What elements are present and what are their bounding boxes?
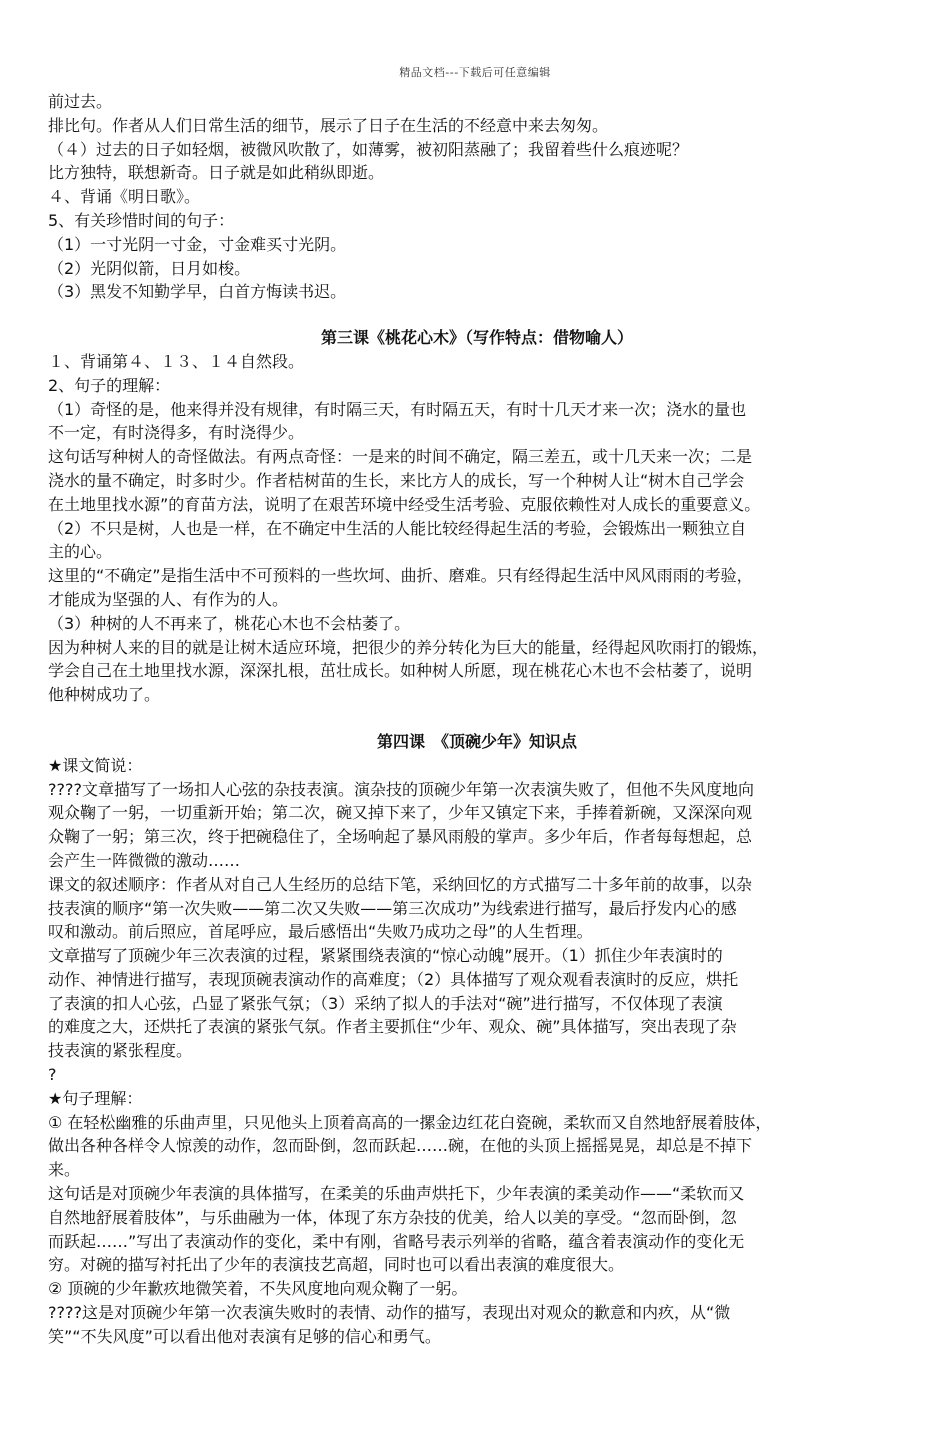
text-line: 主的心。	[48, 542, 113, 562]
lesson3-title: 第三课《桃花心木》（写作特点：借物喻人）	[320, 328, 633, 348]
text-line: 前过去。	[48, 92, 113, 111]
text-line: （1）一寸光阴一寸金，寸金难买寸光阴。	[48, 234, 347, 254]
text-line: ② 顶碗的少年歉疚地微笑着，不失风度地向观众鞠了一躬。	[48, 1279, 468, 1299]
text-line: ?	[48, 1065, 57, 1085]
document-body	[48, 90, 906, 1349]
text-line: ????文章描写了一场扣人心弦的杂技表演。演杂技的顶碗少年第一次表演失败了，但他不失风度地向	[48, 779, 754, 799]
text-line: ★课文简说：	[48, 755, 143, 775]
section-prev	[48, 90, 906, 304]
spacer	[48, 707, 906, 730]
text-line: 自然地舒展着肢体”，与乐曲融为一体，体现了东方杂技的优美，给人以美的享受。“忽而卧倒，忽	[48, 1207, 737, 1227]
text-line: 众鞠了一躬；第三次，终于把碗稳住了，全场响起了暴风雨般的掌声。多少年后，作者每每想起，总	[48, 827, 753, 847]
lesson3-section	[48, 326, 906, 707]
text-line: 学会自己在土地里找水源，深深扎根，茁壮成长。如种树人所愿，现在桃花心木也不会枯萎了，说明	[48, 661, 753, 681]
text-line: 文章描写了顶碗少年三次表演的过程，紧紧围绕表演的“惊心动魄”展开。（1）抓住少年表演时的	[48, 946, 723, 966]
text-line: 他种树成功了。	[48, 685, 161, 705]
text-line: 课文的叙述顺序：作者从对自己人生经历的总结下笔，采纳回忆的方式描写二十多年前的故事，以杂	[48, 874, 753, 894]
text-line: １、背诵第４、１３、１４自然段。	[48, 351, 305, 371]
text-line: 做出各种各样令人惊羡的动作，忽而卧倒，忽而跃起……碗，在他的头顶上摇摇晃晃，却总是不掉下	[48, 1136, 753, 1156]
text-line: ★句子理解：	[48, 1088, 143, 1108]
text-line: 因为种树人来的目的就是让树木适应环境，把很少的养分转化为巨大的能量，经得起风吹雨打的锻炼，	[48, 637, 769, 657]
text-line: （3）种树的人不再来了，桃花心木也不会枯萎了。	[48, 613, 411, 633]
text-line: 动作、神情进行描写，表现顶碗表演动作的高难度；（2）具体描写了观众观看表演时的反应，烘托	[48, 969, 739, 989]
text-line: ４、背诵《明日歌》。	[48, 187, 201, 207]
text-line: （1）奇怪的是，他来得并没有规律，有时隔三天，有时隔五天，有时十几天才来一次；浇水的量也	[48, 399, 747, 419]
text-line: 技表演的紧张程度。	[48, 1041, 193, 1061]
text-line: ① 在轻松幽雅的乐曲声里，只见他头上顶着高高的一摞金边红花白瓷碗，柔软而又自然地舒展着肢体，	[48, 1112, 772, 1132]
text-line: （2）不只是树，人也是一样，在不确定中生活的人能比较经得起生活的考验，会锻炼出一颗独立自	[48, 518, 747, 538]
text-line: 排比句。作者从人们日常生活的细节，展示了日子在生活的不经意中来去匆匆。	[48, 115, 609, 135]
text-line: 笑”“不失风度”可以看出他对表演有足够的信心和勇气。	[48, 1326, 441, 1346]
text-line: 穷。对碗的描写衬托出了少年的表演技艺高超，同时也可以看出表演的难度很大。	[48, 1255, 625, 1275]
text-line: 才能成为坚强的人、有作为的人。	[48, 589, 289, 609]
text-line: 而跃起……”写出了表演动作的变化，柔中有刚，省略号表示列举的省略，蕴含着表演动作的变化无	[48, 1231, 745, 1251]
text-line: 技表演的顺序“第一次失败——第二次又失败——第三次成功”为线索进行描写，最后抒发内心的感	[48, 898, 737, 918]
text-line: （４）过去的日子如轻烟，被微风吹散了，如薄雾，被初阳蒸融了；我留着些什么痕迹呢？	[48, 139, 689, 159]
page-header: 精品文档---下载后可任意编辑	[399, 66, 551, 79]
text-line: 比方独特，联想新奇。日子就是如此稍纵即逝。	[48, 163, 385, 183]
text-line: 了表演的扣人心弦，凸显了紧张气氛；（3）采纳了拟人的手法对“碗”进行描写，不仅体现了表演	[48, 993, 723, 1013]
text-line: ????这是对顶碗少年第一次表演失败时的表情、动作的描写，表现出对观众的歉意和内疚，从“微	[48, 1303, 731, 1323]
spacer	[48, 304, 906, 326]
lesson4-section	[48, 730, 906, 1349]
text-line: 这里的“不确定”是指生活中不可预料的一些坎坷、曲折、磨难。只有经得起生活中风风雨雨的考验，	[48, 566, 753, 586]
lesson4-title: 第四课 《顶碗少年》知识点	[376, 731, 577, 751]
text-line: 2、句子的理解：	[48, 375, 171, 395]
text-line: 在土地里找水源”的育苗方法，说明了在艰苦环境中经受生活考验、克服依赖性对人成长的重要意义。	[48, 494, 761, 514]
text-line: 浇水的量不确定，时多时少。作者桔树苗的生长，来比方人的成长，写一个种树人让“树木自己学会	[48, 470, 745, 490]
text-line: （3）黑发不知勤学早，白首方悔读书迟。	[48, 282, 347, 302]
text-line: 叹和激动。前后照应，首尾呼应，最后感悟出“失败乃成功之母”的人生哲理。	[48, 922, 593, 942]
text-line: 观众鞠了一躬，一切重新开始；第二次，碗又掉下来了，少年又镇定下来，手捧着新碗，又深深向观	[48, 803, 753, 823]
text-line: （2）光阴似箭，日月如梭。	[48, 258, 251, 278]
text-line: 这句话写种树人的奇怪做法。有两点奇怪：一是来的时间不确定，隔三差五，或十几天来一次；二是	[48, 447, 753, 467]
text-line: 5、有关珍惜时间的句子：	[48, 210, 235, 230]
text-line: 的难度之大，还烘托了表演的紧张气氛。作者主要抓住“少年、观众、碗”具体描写，突出表现了杂	[48, 1017, 737, 1037]
text-line: 这句话是对顶碗少年表演的具体描写，在柔美的乐曲声烘托下，少年表演的柔美动作——“柔软而又	[48, 1184, 745, 1204]
text-line: 会产生一阵微微的激动……	[48, 850, 241, 870]
text-line: 不一定，有时浇得多，有时浇得少。	[48, 423, 305, 443]
text-line: 来。	[48, 1160, 81, 1180]
